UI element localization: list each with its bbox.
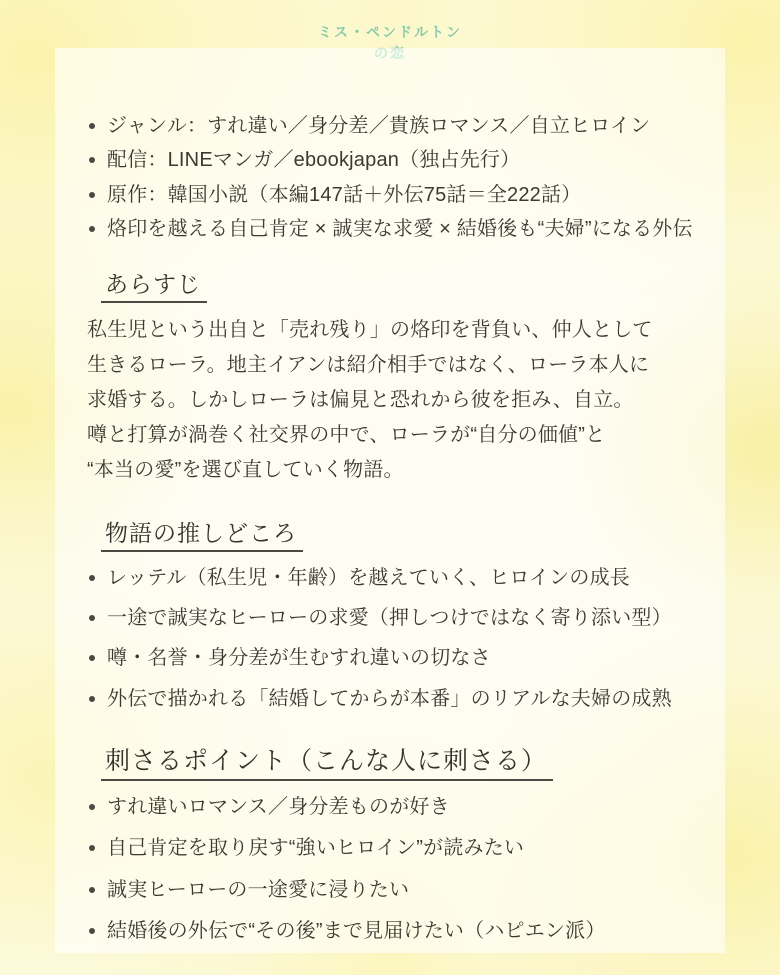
highlights-list (85, 562, 725, 716)
list-item: すれ違いロマンス／身分差ものが好き (85, 791, 725, 823)
synopsis-section (85, 266, 725, 489)
section-heading-appeal: 刺さるポイント（こんな人に刺さる） (101, 741, 553, 781)
list-item: 烙印を越える自己肯定 × 誠実な求愛 × 結婚後も“夫婦”になる外伝 (85, 213, 725, 245)
appeal-list (85, 791, 725, 948)
section-heading-highlights: 物語の推しどころ (101, 515, 303, 552)
list-item: レッテル（私生児・年齢）を越えていく、ヒロインの成長 (85, 562, 725, 594)
synopsis-line: 生きるローラ。地主イアンは紹介相手ではなく、ローラ本人に (87, 353, 650, 376)
list-item: 原作：韓国小説（本編147話＋外伝75話＝全222話） (85, 179, 725, 211)
list-item: 一途で誠実なヒーローの求愛（押しつけではなく寄り添い型） (85, 602, 725, 634)
highlights-heading-wrap (101, 515, 725, 552)
facts-list (85, 110, 725, 246)
page-title-line-1: ミス・ペンドルトン (318, 24, 462, 40)
section-heading-synopsis: あらすじ (101, 266, 207, 303)
synopsis-line: 私生児という出自と「売れ残り」の烙印を背負い、仲人として (87, 318, 653, 341)
synopsis-line: 求婚する。しかしローラは偏見と恐れから彼を拒み、自立。 (87, 388, 634, 411)
appeal-heading-wrap (101, 741, 725, 781)
synopsis-heading-wrap (101, 266, 725, 303)
content-area (85, 110, 725, 957)
highlights-section (85, 515, 725, 716)
list-item: 結婚後の外伝で“その後”まで見届けたい（ハピエン派） (85, 915, 725, 947)
appeal-section (85, 741, 725, 948)
synopsis-line: 噂と打算が渦巻く社交界の中で、ローラが“自分の価値”と (87, 424, 606, 447)
synopsis-line: “本当の愛”を選び直していく物語。 (87, 459, 404, 482)
list-item: 自己肯定を取り戻す“強いヒロイン”が読みたい (85, 832, 725, 864)
list-item: 噂・名誉・身分差が生むすれ違いの切なさ (85, 642, 725, 674)
list-item: 誠実ヒーローの一途愛に浸りたい (85, 874, 725, 906)
list-item: 外伝で描かれる「結婚してからが本番」のリアルな夫婦の成熟 (85, 683, 725, 715)
list-item: 配信：LINEマンガ／ebookjapan（独占先行） (85, 144, 725, 176)
list-item: ジャンル：すれ違い／身分差／貴族ロマンス／自立ヒロイン (85, 110, 725, 142)
